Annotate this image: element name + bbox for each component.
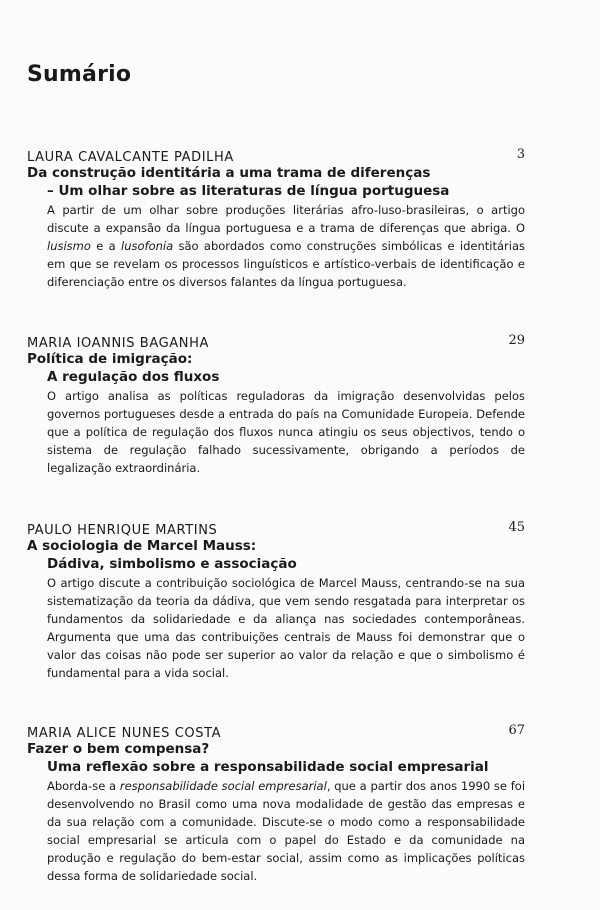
author-name: MARIA IOANNIS BAGANHA	[27, 336, 209, 351]
author-row	[27, 332, 525, 350]
article-title[interactable]: Da construção identitária a uma trama de diferenças	[27, 165, 431, 181]
article-title[interactable]: Política de imigração:	[27, 351, 193, 367]
article-title[interactable]: Fazer o bem compensa?	[27, 741, 210, 757]
article-subtitle[interactable]: Dádiva, simbolismo e associação	[47, 556, 297, 572]
article-abstract: O artigo discute a contribuição sociológica de Marcel Mauss, centrando-se na sua sistematização da teoria da dádiva, que vem sendo resgatada para interpretar os fundamentos da solidariedade e da aliança nas sociedades contemporâneas. Argumenta que uma das contribuições centrais de Mauss foi demonstrar que o valor das coisas não pode ser superior ao valor da relação e que o simbolismo é fundamental para a vida social.	[47, 576, 525, 680]
article-abstract: A partir de um olhar sobre produções literárias afro-luso-brasileiras, o artigo discute a expansão da língua portuguesa e a trama de diferenças que abriga. O lusismo e a lusofonia são abordados como construções simbólicas e identitárias em que se revelam os processos linguísticos e artístico-verbais de identificação e diferenciação entre os diversos falantes da língua portuguesa.	[47, 203, 525, 289]
page-number[interactable]: 45	[508, 520, 525, 535]
article-abstract: O artigo analisa as políticas reguladoras da imigração desenvolvidas pelos governos portugueses desde a entrada do país na Comunidade Europeia. Defende que a política de regulação dos fluxos nunca atingiu os seus objectivos, tendo o sistema de regulação falhado sucessivamente, obrigando a períodos de legalização extraordinária.	[47, 389, 525, 475]
toc-entry	[27, 519, 525, 682]
page-number[interactable]: 3	[516, 147, 525, 162]
article-subtitle[interactable]: Uma reflexão sobre a responsabilidade social empresarial	[47, 759, 489, 775]
author-row	[27, 722, 525, 740]
page-title: Sumário	[27, 62, 132, 87]
toc-entry	[27, 146, 525, 291]
page-number[interactable]: 67	[508, 723, 525, 738]
article-abstract: Aborda-se a responsabilidade social empresarial, que a partir dos anos 1990 se foi desenvolvendo no Brasil como uma nova modalidade de gestão das empresas e da sua relação com a comunidade. Discute-se o modo como a responsabilidade social empresarial se articula com o papel do Estado e da comunidade na produção e regulação do bem-estar social, assim como as implicações políticas dessa forma de solidariedade social.	[47, 779, 526, 883]
article-subtitle[interactable]: A regulação dos fluxos	[47, 369, 220, 385]
author-row	[27, 519, 525, 537]
author-name: LAURA CAVALCANTE PADILHA	[27, 150, 234, 165]
author-row	[27, 146, 525, 164]
toc-entry	[27, 332, 525, 477]
author-name: MARIA ALICE NUNES COSTA	[27, 726, 222, 741]
article-subtitle[interactable]: – Um olhar sobre as literaturas de língua portuguesa	[47, 183, 450, 199]
author-name: PAULO HENRIQUE MARTINS	[27, 523, 218, 538]
page-number[interactable]: 29	[508, 333, 525, 348]
article-title[interactable]: A sociologia de Marcel Mauss:	[27, 538, 257, 554]
toc-entry	[27, 722, 525, 885]
